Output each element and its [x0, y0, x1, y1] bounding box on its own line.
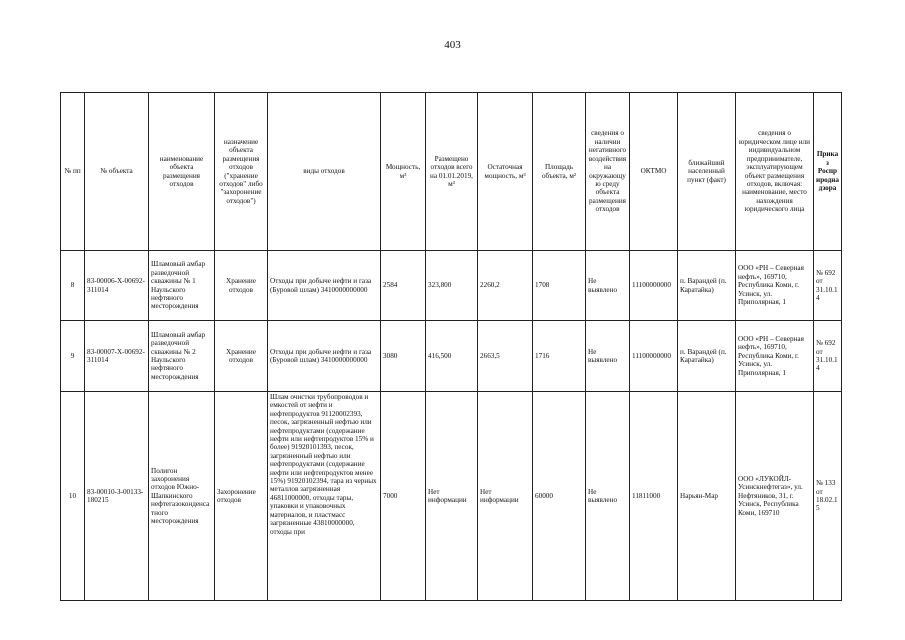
table-row	[61, 251, 842, 321]
cell-remaining: Нет информации	[478, 392, 533, 601]
cell-negative-impact: Не выявлено	[586, 251, 630, 321]
cell-operator: ООО «ЛУКОЙЛ-Усинскнефтегаз», ул. Нефтяников, 31, г. Усинск, Республика Коми, 169710	[736, 392, 814, 601]
cell-object-name: Полигон захоронения отходов Южно-Шапкинского нефтегазоконденсатного месторождения	[149, 392, 215, 601]
cell-num: 9	[61, 321, 85, 392]
object-name-text: Шламовый амбар разведочной скважины № 1 Наульского нефтяного месторождения	[151, 260, 206, 311]
page-number: 403	[444, 39, 461, 51]
cell-waste-types: Отходы при добыче нефти и газа (Буровой шлам) 3410000000000	[268, 251, 381, 321]
cell-capacity: 7000	[381, 392, 426, 601]
cell-order: № 692 от 31.10.14	[814, 251, 842, 321]
header-negative-impact: сведения о наличии негативного воздействия на окружающую среду объекта размещения отходов	[586, 93, 630, 251]
cell-oktmo: 11811000	[630, 392, 678, 601]
waste-types-text: Шлам очистки трубопроводов и емкостей от нефти и нефтепродуктов 91120002393, песок, загрязненный нефтью или нефтепродуктами (содержание нефти или нефтепродуктов 15% и более) 91920101393, песок, загрязненный нефтью или нефтепродуктами (содержание нефти или нефтепродуктов менее 15%) 91920102394, тара из черных металлов загрязненная 46811000000, отходы тары, упаковки и упаковочных материалов, и пластмасс загрязненные 43810000000, отходы при	[270, 393, 377, 536]
header-area: Площадь объекта, м²	[533, 93, 586, 251]
operator-text: ООО «РН – Северная нефть», 169710, Республика Коми, г. Усинск, ул. Приполярная, 1	[738, 264, 804, 307]
cell-area: 1716	[533, 321, 586, 392]
header-settlement: ближайший населенный пункт (факт)	[678, 93, 736, 251]
cell-operator	[736, 321, 814, 392]
cell-purpose: Хранение отходов	[215, 251, 268, 321]
cell-operator	[736, 251, 814, 321]
header-placed: Размещено отходов всего на 01.01.2019, м³	[426, 93, 478, 251]
cell-area: 60000	[533, 392, 586, 601]
waste-facilities-table	[60, 92, 842, 601]
cell-placed: 323,800	[426, 251, 478, 321]
header-oktmo: ОКТМО	[630, 93, 678, 251]
cell-remaining: 2663,5	[478, 321, 533, 392]
cell-object-name	[149, 251, 215, 321]
cell-num: 10	[61, 392, 85, 601]
header-waste-types: виды отходов	[268, 93, 381, 251]
operator-text: ООО «РН – Северная нефть», 169710, Республика Коми, г. Усинск, ул. Приполярная, 1	[738, 334, 804, 377]
object-name-text: Шламовый амбар разведочной скважины № 2 Наульского нефтяного месторождения	[151, 330, 206, 381]
cell-oktmo: 11100000000	[630, 251, 678, 321]
cell-waste-types	[268, 392, 381, 601]
header-capacity: Мощность, м³	[381, 93, 426, 251]
table-row	[61, 321, 842, 392]
cell-settlement: Нарьян-Мар	[678, 392, 736, 601]
cell-purpose: Хранение отходов	[215, 321, 268, 392]
cell-negative-impact: Не выявлено	[586, 392, 630, 601]
header-object-number: № объекта	[85, 93, 149, 251]
header-order: Приказ Росприроднадзора	[814, 93, 842, 251]
cell-num: 8	[61, 251, 85, 321]
cell-object-number: 83-00007-Х-00692-311014	[85, 321, 149, 392]
header-num: № пп	[61, 93, 85, 251]
cell-oktmo: 11100000000	[630, 321, 678, 392]
cell-waste-types: Отходы при добыче нефти и газа (Буровой шлам) 3410000000000	[268, 321, 381, 392]
header-purpose: назначение объекта размещения отходов ("хранение отходов" либо "захоронение отходов")	[215, 93, 268, 251]
cell-area: 1708	[533, 251, 586, 321]
header-object-name: наименование объекта размещения отходов	[149, 93, 215, 251]
table-header-row	[61, 93, 842, 251]
cell-capacity: 2584	[381, 251, 426, 321]
cell-object-name	[149, 321, 215, 392]
header-operator: сведения о юридическом лице или индивидуальном предпринимателе, эксплуатирующем объект размещения отходов, включая: наименование, место нахождения юридического лица	[736, 93, 814, 251]
cell-settlement: п. Варандей (п. Каратайка)	[678, 321, 736, 392]
cell-object-number: 83-00010-З-00133-180215	[85, 392, 149, 601]
cell-order: № 133 от 18.02.15	[814, 392, 842, 601]
cell-purpose: Захоронение отходов	[215, 392, 268, 601]
cell-order: № 692 от 31.10.14	[814, 321, 842, 392]
table-row	[61, 392, 842, 601]
cell-settlement: п. Варандей (п. Каратайка)	[678, 251, 736, 321]
cell-negative-impact: Не выявлено	[586, 321, 630, 392]
header-remaining: Остаточная мощность, м³	[478, 93, 533, 251]
cell-capacity: 3080	[381, 321, 426, 392]
cell-placed: 416,500	[426, 321, 478, 392]
cell-placed: Нет информации	[426, 392, 478, 601]
cell-object-number: 83-00006-Х-00692-311014	[85, 251, 149, 321]
cell-remaining: 2260,2	[478, 251, 533, 321]
